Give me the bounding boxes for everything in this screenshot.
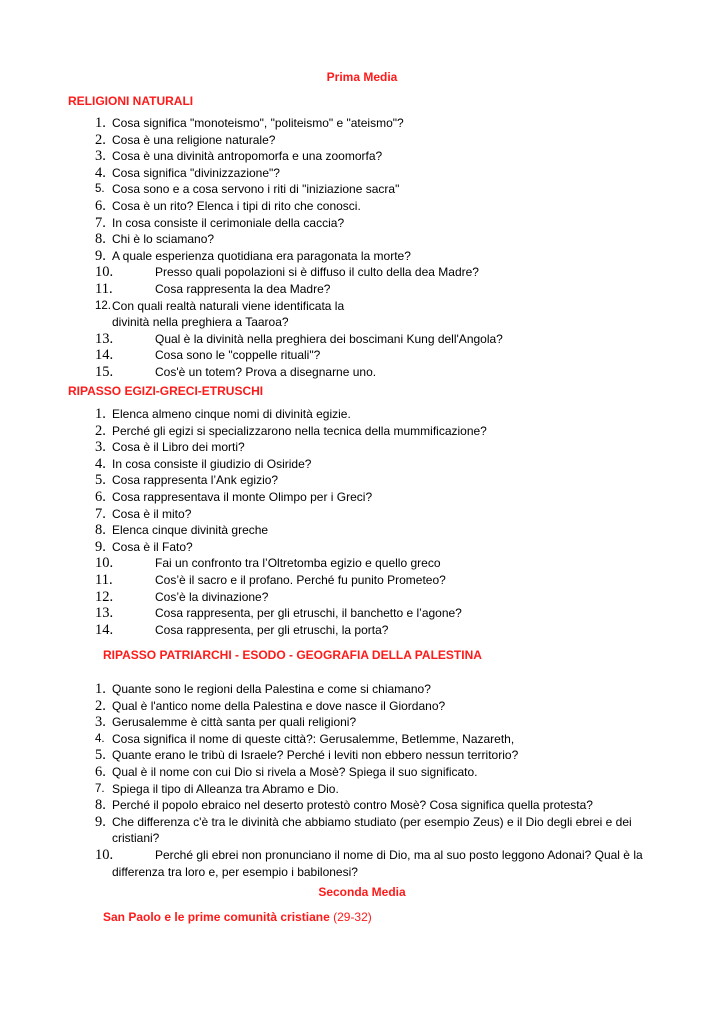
item-number: 11. — [95, 571, 113, 588]
item-text: Elenca almeno cinque nomi di divinità egizie. — [112, 407, 351, 421]
item-text: In cosa consiste il giudizio di Osiride? — [112, 456, 312, 471]
item-number: 2. — [95, 422, 106, 439]
item-number: 6. — [95, 763, 106, 780]
heading-ripasso-patriarchi: RIPASSO PATRIARCHI - ESODO - GEOGRAFIA DELLA PALESTINA — [103, 648, 482, 662]
item-number: 4. — [95, 455, 106, 472]
item-text: Cosa è il Fato? — [112, 539, 193, 554]
item-number: 8. — [95, 231, 106, 248]
item-number: 5. — [95, 472, 106, 489]
list-item — [95, 814, 655, 847]
item-text: Cosa rappresenta, per gli etruschi, il banchetto e l’agone? — [155, 606, 462, 621]
list-item — [95, 698, 655, 715]
item-text: Cosa significa il nome di queste città?: Gerusalemme, Betlemme, Nazareth, — [112, 731, 515, 746]
item-number: 13. — [95, 605, 114, 622]
list-item — [95, 165, 665, 182]
list-item — [95, 797, 655, 814]
item-number: 2. — [95, 697, 106, 714]
item-text: Cosa è una divinità antropomorfa e una zoomorfa? — [112, 149, 383, 164]
item-number: 7. — [95, 782, 105, 795]
heading-san-paolo — [103, 910, 372, 924]
item-text: Quante sono le regioni della Palestina e come si chiamano? — [112, 682, 431, 696]
list-item — [95, 781, 655, 798]
item-text: Elenca cinque divinità greche — [112, 523, 269, 538]
item-text: Cosa rappresenta, per gli etruschi, la porta? — [155, 622, 389, 637]
item-text: Spiega il tipo di Alleanza tra Abramo e Dio. — [112, 781, 339, 796]
item-text: Gerusalemme è città santa per quali religioni? — [112, 715, 357, 730]
list-item — [95, 231, 665, 248]
list-item — [95, 589, 665, 606]
item-number: 7. — [95, 505, 106, 522]
list-item — [95, 572, 665, 589]
list-item — [95, 298, 365, 331]
item-text: Cosa è una religione naturale? — [112, 132, 276, 147]
list-item — [95, 605, 665, 622]
item-text: Cosa sono le "coppelle rituali"? — [155, 348, 321, 363]
list-item — [95, 281, 665, 298]
list-item — [95, 681, 655, 698]
list-item — [95, 472, 665, 489]
item-text: Che differenza c'è tra le divinità che abbiamo studiato (per esempio Zeus) e il Dio degli ebrei e dei cristiani? — [112, 814, 632, 846]
item-text: Cosa è un rito? Elenca i tipi di rito che conosci. — [112, 198, 361, 213]
item-number: 11. — [95, 280, 113, 297]
item-number: 3. — [95, 148, 106, 165]
item-number: 3. — [95, 714, 106, 731]
page-title-prima-media: Prima Media — [326, 70, 398, 84]
list-item — [95, 198, 665, 215]
item-text: In cosa consiste il cerimoniale della caccia? — [112, 215, 345, 230]
item-number: 3. — [95, 439, 106, 456]
item-number: 9. — [95, 247, 106, 264]
item-number: 10. — [95, 846, 114, 863]
list-item — [95, 456, 665, 473]
list-ripasso-egizi-greci-etruschi — [95, 406, 665, 638]
heading-san-paolo-pages: (29-32) — [333, 910, 372, 924]
list-item — [95, 406, 665, 423]
item-number: 6. — [95, 488, 106, 505]
item-number: 14. — [95, 347, 114, 364]
list-religioni-naturali — [95, 115, 665, 381]
item-text: Cosa rappresenta la dea Madre? — [155, 281, 331, 296]
item-number: 12. — [95, 299, 111, 312]
list-ripasso-patriarchi — [95, 681, 655, 880]
heading-san-paolo-text: San Paolo e le prime comunità cristiane — [103, 910, 330, 924]
item-number: 1. — [95, 406, 106, 422]
list-item — [95, 215, 665, 232]
item-number: 9. — [95, 813, 106, 830]
list-item — [95, 364, 665, 381]
item-text: Cos'è un totem? Prova a disegnarne uno. — [155, 364, 377, 379]
item-text: Cos’è il sacro e il profano. Perché fu punito Prometeo? — [155, 572, 446, 587]
item-number: 12. — [95, 588, 114, 605]
item-text: Fai un confronto tra l’Oltretomba egizio e quello greco — [155, 556, 441, 571]
list-item — [95, 539, 665, 556]
list-item — [95, 132, 665, 149]
list-item — [95, 764, 655, 781]
item-text: Perché gli egizi si specializzarono nella tecnica della mummificazione? — [112, 423, 487, 438]
list-item — [95, 248, 665, 265]
item-text: Perché il popolo ebraico nel deserto protestò contro Mosè? Cosa significa quella protesta? — [112, 798, 593, 813]
list-item — [95, 347, 665, 364]
item-text: Cosa rappresenta l’Ank egizio? — [112, 473, 279, 488]
item-text: Qual è il nome con cui Dio si rivela a Mosè? Spiega il suo significato. — [112, 764, 478, 779]
item-text: Con quali realtà naturali viene identificata la divinità nella preghiera a Taaroa? — [112, 298, 345, 330]
list-item — [95, 522, 665, 539]
item-number: 14. — [95, 621, 114, 638]
list-item — [95, 622, 665, 639]
item-number: 13. — [95, 330, 114, 347]
list-item — [95, 264, 665, 281]
item-number: 1. — [95, 115, 106, 131]
item-text: Cosa rappresentava il monte Olimpo per i Greci? — [112, 489, 373, 504]
item-text: Cosa significa "divinizzazione"? — [112, 165, 280, 180]
item-text: Cosa è il Libro dei morti? — [112, 440, 245, 455]
list-item — [95, 181, 665, 198]
list-item — [95, 331, 665, 348]
item-number: 5. — [95, 183, 105, 196]
item-text: Presso quali popolazioni si è diffuso il culto della dea Madre? — [155, 265, 479, 280]
item-text: Perché gli ebrei non pronunciano il nome di Dio, ma al suo posto leggono Adonai? Qual è la differenza tra loro e, per esempio i babilonesi? — [112, 847, 643, 879]
item-number: 4. — [95, 164, 106, 181]
item-number: 15. — [95, 363, 114, 380]
list-item — [95, 148, 665, 165]
item-number: 5. — [95, 747, 106, 764]
list-item — [95, 731, 655, 748]
item-number: 7. — [95, 214, 106, 231]
item-text: Chi è lo sciamano? — [112, 232, 215, 247]
item-number: 8. — [95, 797, 106, 814]
item-number: 10. — [95, 264, 114, 281]
item-number: 4. — [95, 732, 105, 745]
item-text: A quale esperienza quotidiana era paragonata la morte? — [112, 248, 411, 263]
item-number: 6. — [95, 197, 106, 214]
item-number: 9. — [95, 538, 106, 555]
item-number: 1. — [95, 681, 106, 697]
heading-religioni-naturali: RELIGIONI NATURALI — [68, 94, 194, 108]
list-item — [95, 506, 665, 523]
heading-ripasso-egizi-greci-etruschi: RIPASSO EGIZI-GRECI-ETRUSCHI — [68, 384, 264, 398]
item-text: Cosa significa "monoteismo", "politeismo" e "ateismo"? — [112, 116, 404, 130]
item-number: 10. — [95, 555, 114, 572]
item-text: Cosa è il mito? — [112, 506, 192, 521]
item-text: Quante erano le tribù di Israele? Perché i leviti non ebbero nessun territorio? — [112, 748, 519, 763]
item-text: Qual è la divinità nella preghiera dei boscimani Kung dell'Angola? — [155, 331, 503, 346]
list-item — [95, 555, 665, 572]
item-text: Qual è l'antico nome della Palestina e dove nasce il Giordano? — [112, 698, 446, 713]
item-text: Cosa sono e a cosa servono i riti di "iniziazione sacra" — [112, 182, 400, 197]
item-number: 2. — [95, 131, 106, 148]
list-item — [95, 439, 665, 456]
list-item — [95, 714, 655, 731]
list-item — [95, 423, 665, 440]
list-item — [95, 115, 665, 132]
item-text: Cos’è la divinazione? — [155, 589, 269, 604]
list-item — [95, 747, 655, 764]
list-item — [95, 847, 655, 880]
page-title-seconda-media: Seconda Media — [318, 885, 406, 899]
item-number: 8. — [95, 522, 106, 539]
list-item — [95, 489, 665, 506]
